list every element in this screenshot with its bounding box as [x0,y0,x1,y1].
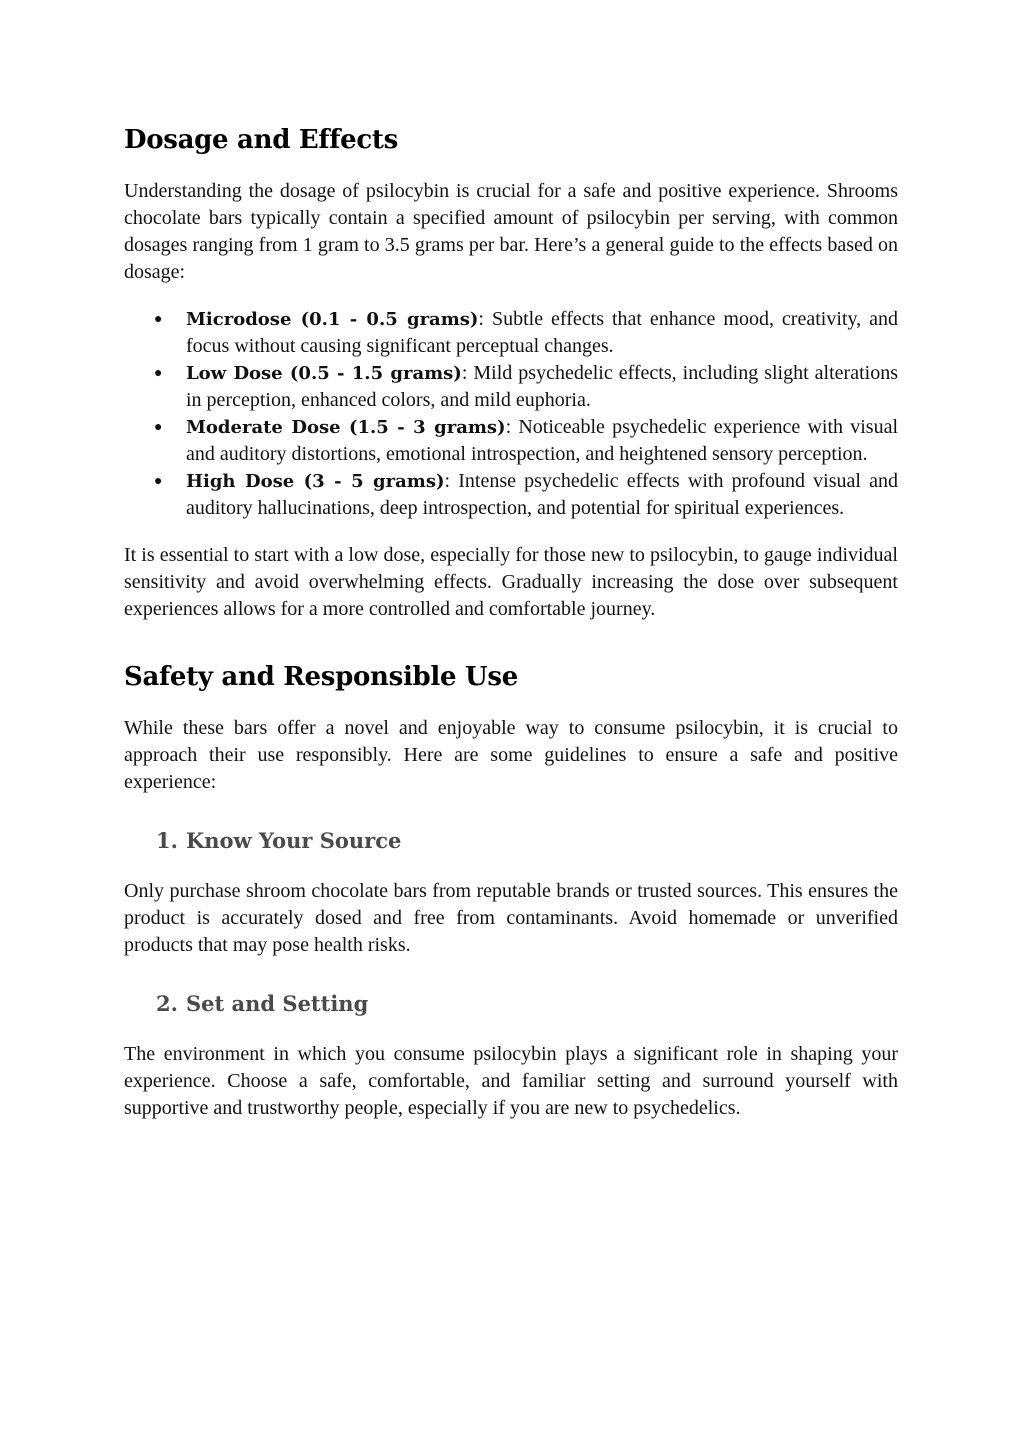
dosage-list-item [124,414,898,468]
dosage-term: High Dose (3 - 5 grams) [186,471,445,492]
guideline-title: Know Your Source [186,828,402,853]
dosage-list [124,306,898,522]
dosage-list-item [124,360,898,414]
document-page [124,122,898,1122]
guideline-body-set-and-setting: The environment in which you consume psilocybin plays a significant role in shaping your experience. Choose a safe, comfortable, and familiar setting and surround yourself with supportive and trustworthy people, especially if you are new to psychedelics. [124,1043,898,1119]
dosage-list-item [124,468,898,522]
bullet-icon: ● [154,474,163,489]
dosage-list-item [124,306,898,360]
dosage-description: : Intense psychedelic effects with profound visual and auditory hallucinations, deep introspection, and potential for spiritual experiences. [186,470,898,519]
guideline-number: 1. [156,828,178,853]
guideline-heading-know-your-source [124,826,898,856]
section-heading-safety: Safety and Responsible Use [124,662,518,692]
guideline-heading-set-and-setting [124,989,898,1019]
dosage-closing-paragraph: It is essential to start with a low dose, especially for those new to psilocybin, to gauge individual sensitivity and avoid overwhelming effects. Gradually increasing the dose over subsequent experiences allows for a more controlled and comfortable journey. [124,544,898,620]
bullet-icon: ● [154,420,163,435]
bullet-icon: ● [154,366,163,381]
section-heading-dosage: Dosage and Effects [124,125,398,155]
dosage-term: Low Dose (0.5 - 1.5 grams) [186,363,462,384]
guideline-title: Set and Setting [186,991,369,1016]
dosage-term: Moderate Dose (1.5 - 3 grams) [186,417,506,438]
safety-intro-paragraph: While these bars offer a novel and enjoyable way to consume psilocybin, it is crucial to approach their use responsibly. Here are some guidelines to ensure a safe and positive experience: [124,717,898,793]
bullet-icon: ● [154,312,163,327]
dosage-description: : Noticeable psychedelic experience with visual and auditory distortions, emotional introspection, and heightened sensory perception. [186,416,898,465]
dosage-description: : Mild psychedelic effects, including slight alterations in perception, enhanced colors, and mild euphoria. [186,362,898,411]
dosage-term: Microdose (0.1 - 0.5 grams) [186,309,479,330]
guideline-body-know-your-source: Only purchase shroom chocolate bars from reputable brands or trusted sources. This ensures the product is accurately dosed and free from contaminants. Avoid homemade or unverified products that may pose health risks. [124,880,898,956]
guideline-number: 2. [156,991,178,1016]
dosage-intro-paragraph: Understanding the dosage of psilocybin is crucial for a safe and positive experience. Shrooms chocolate bars typically contain a specified amount of psilocybin per serving, with common dosages ranging from 1 gram to 3.5 grams per bar. Here’s a general guide to the effects based on dosage: [124,180,898,283]
dosage-description: : Subtle effects that enhance mood, creativity, and focus without causing significant perceptual changes. [186,308,899,357]
